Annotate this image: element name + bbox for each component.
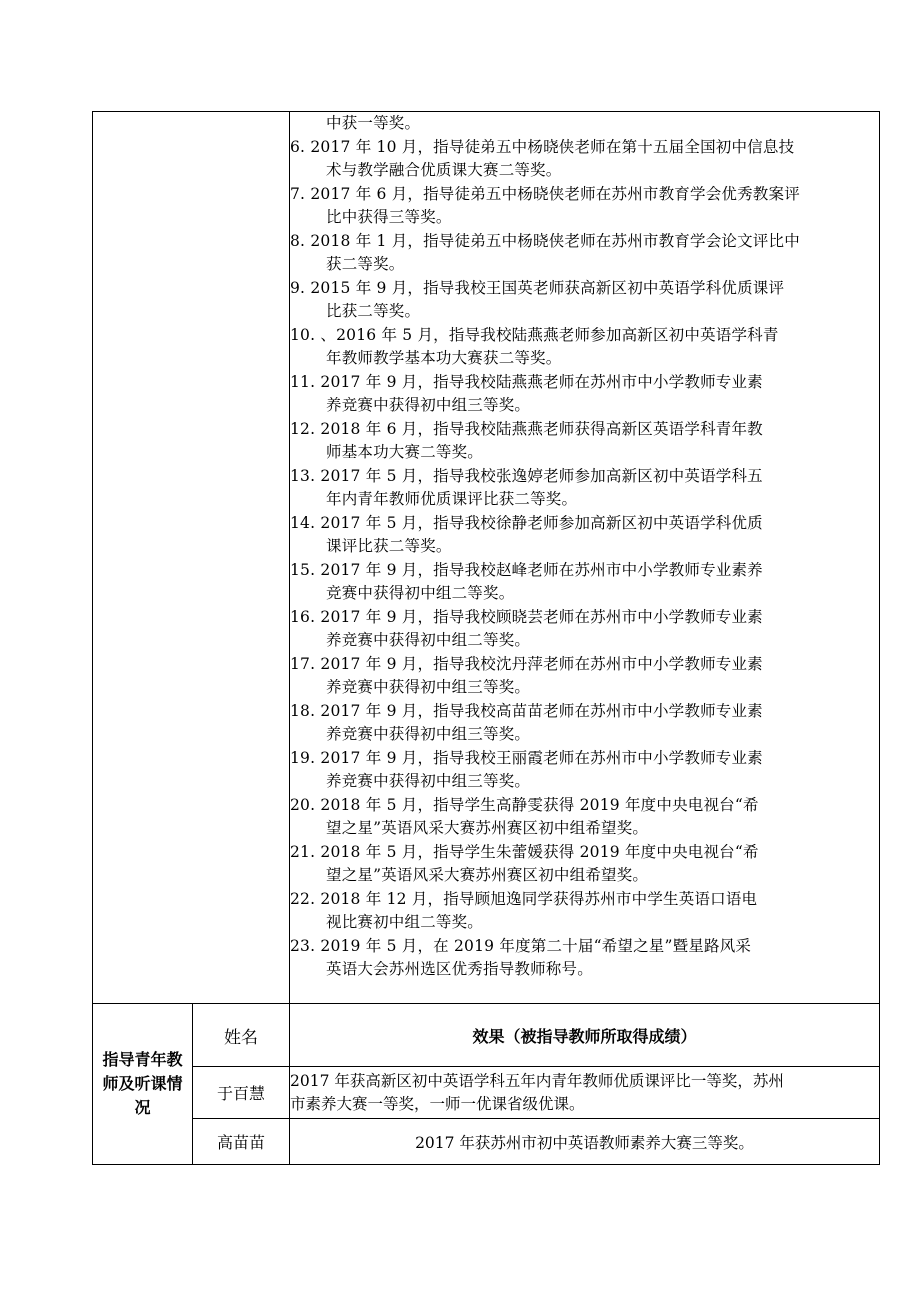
awards-row — [93, 112, 880, 1004]
award-line: 15. 2017 年 9 月，指导我校赵峰老师在苏州市中小学教师专业素养 — [290, 560, 763, 579]
award-line: 17. 2017 年 9 月，指导我校沈丹萍老师在苏州市中小学教师专业素 — [290, 654, 763, 673]
award-item — [290, 606, 873, 653]
award-item — [290, 794, 873, 841]
award-item — [290, 112, 873, 136]
award-line: 年内青年教师优质课评比获二等奖。 — [326, 490, 578, 508]
mentee-effect: 2017 年获苏州市初中英语教师素养大赛三等奖。 — [290, 1119, 880, 1165]
award-line: 9. 2015 年 9 月，指导我校王国英老师获高新区初中英语学科优质课评 — [290, 278, 785, 297]
award-line: 23. 2019 年 5 月，在 2019 年度第二十届“希望之星”暨星路风采 — [290, 936, 752, 955]
award-line: 师基本功大赛二等奖。 — [326, 443, 484, 461]
awards-list — [290, 112, 880, 1004]
awards-label-cell — [93, 112, 290, 1004]
award-item — [290, 700, 873, 747]
award-line: 16. 2017 年 9 月，指导我校顾晓芸老师在苏州市中小学教师专业素 — [290, 607, 763, 626]
award-line: 19. 2017 年 9 月，指导我校王丽霞老师在苏州市中小学教师专业素 — [290, 748, 763, 767]
award-line: 获二等奖。 — [326, 255, 405, 273]
award-line: 20. 2018 年 5 月，指导学生高静雯获得 2019 年度中央电视台“希 — [290, 795, 759, 814]
mentee-header-row — [93, 1004, 880, 1067]
award-item — [290, 183, 873, 230]
mentee-row — [93, 1119, 880, 1165]
award-line: 年教师教学基本功大赛获二等奖。 — [326, 349, 562, 367]
award-line: 6. 2017 年 10 月，指导徒弟五中杨晓侠老师在第十五届全国初中信息技 — [290, 137, 795, 156]
award-line: 22. 2018 年 12 月，指导顾旭逸同学获得苏州市中学生英语口语电 — [290, 889, 758, 908]
award-item — [290, 841, 873, 888]
award-line: 21. 2018 年 5 月，指导学生朱蕾媛获得 2019 年度中央电视台“希 — [290, 842, 759, 861]
award-item — [290, 465, 873, 512]
award-line: 7. 2017 年 6 月，指导徒弟五中杨晓侠老师在苏州市教育学会优秀教案评 — [290, 184, 800, 203]
award-item — [290, 935, 873, 982]
award-line: 18. 2017 年 9 月，指导我校高苗苗老师在苏州市中小学教师专业素 — [290, 701, 763, 720]
effect-line: 市素养大赛一等奖，一师一优课省级优课。 — [290, 1095, 585, 1113]
award-line: 竞赛中获得初中组二等奖。 — [326, 584, 515, 602]
award-line: 望之星”英语风采大赛苏州赛区初中组希望奖。 — [326, 866, 649, 884]
award-item — [290, 136, 873, 183]
award-item — [290, 888, 873, 935]
award-line: 13. 2017 年 5 月，指导我校张逸婷老师参加高新区初中英语学科五 — [290, 466, 763, 485]
award-line: 14. 2017 年 5 月，指导我校徐静老师参加高新区初中英语学科优质 — [290, 513, 763, 532]
record-table — [92, 111, 880, 1165]
award-item — [290, 277, 873, 324]
award-line: 养竞赛中获得初中组三等奖。 — [326, 396, 531, 414]
mentee-effect — [290, 1067, 880, 1119]
award-line: 8. 2018 年 1 月，指导徒弟五中杨晓侠老师在苏州市教育学会论文评比中 — [290, 231, 800, 250]
mentee-row — [93, 1067, 880, 1119]
award-line: 养竞赛中获得初中组三等奖。 — [326, 772, 531, 790]
award-item — [290, 653, 873, 700]
award-item — [290, 512, 873, 559]
header-effect: 效果（被指导教师所取得成绩） — [290, 1004, 880, 1067]
award-line: 养竞赛中获得初中组三等奖。 — [326, 725, 531, 743]
award-line: 术与教学融合优质课大赛二等奖。 — [326, 161, 562, 179]
award-item — [290, 324, 873, 371]
award-line: 课评比获二等奖。 — [326, 537, 452, 555]
header-name: 姓名 — [193, 1004, 290, 1067]
award-item — [290, 371, 873, 418]
award-line: 12. 2018 年 6 月，指导我校陆燕燕老师获得高新区英语学科青年教 — [290, 419, 763, 438]
award-line: 养竞赛中获得初中组二等奖。 — [326, 631, 531, 649]
award-line: 中获一等奖。 — [326, 114, 421, 132]
award-line: 10. 、2016 年 5 月，指导我校陆燕燕老师参加高新区初中英语学科青 — [290, 325, 779, 344]
effect-line: 2017 年获高新区初中英语学科五年内青年教师优质课评比一等奖，苏州 — [290, 1072, 784, 1090]
award-item — [290, 747, 873, 794]
award-item — [290, 230, 873, 277]
section-label: 指导青年教师及听课情况 — [93, 1004, 193, 1165]
award-item — [290, 559, 873, 606]
mentee-name: 高苗苗 — [193, 1119, 290, 1165]
award-line: 11. 2017 年 9 月，指导我校陆燕燕老师在苏州市中小学教师专业素 — [290, 372, 763, 391]
award-line: 望之星”英语风采大赛苏州赛区初中组希望奖。 — [326, 819, 649, 837]
mentee-name: 于百慧 — [193, 1067, 290, 1119]
award-line: 视比赛初中组二等奖。 — [326, 913, 484, 931]
award-line: 比中获得三等奖。 — [326, 208, 452, 226]
award-line: 养竞赛中获得初中组三等奖。 — [326, 678, 531, 696]
award-item — [290, 418, 873, 465]
award-line: 比获二等奖。 — [326, 302, 421, 320]
award-line: 英语大会苏州选区优秀指导教师称号。 — [326, 960, 593, 978]
